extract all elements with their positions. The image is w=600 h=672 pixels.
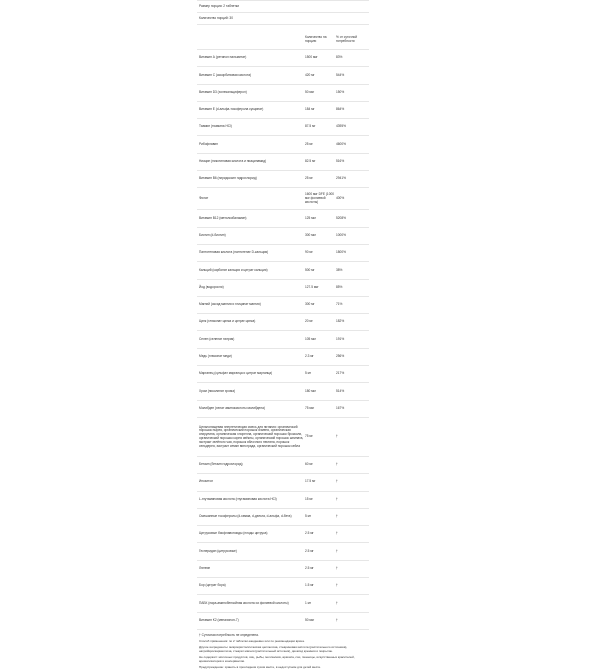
table-row [197,136,369,153]
nutrient-daily-value: 38% [336,267,343,272]
table-row [197,349,369,366]
nutrient-name: Витамин D3 (холекальциферол) [199,89,247,94]
nutrient-daily-value: † [336,434,338,439]
nutrient-amount: 20 мг [305,319,313,324]
table-row [197,119,369,136]
nutrient-amount: 1600 мкг DFE (1000 мкг фолиевой кислоты) [305,192,335,204]
nutrient-amount: 90 мг [305,250,313,255]
footer-paragraph: Предупреждение: хранить в прохладном сухом месте, в недоступном для детей месте. [199,664,322,669]
footer-paragraph: Другие ингредиенты: микрокристаллическая целлюлоза, стеариновая кислота (растительного источника), натрийкроскармеллоза, стеарат магния (растительный источник), диоксид кремния и покрытие. [199,644,348,653]
nutrient-daily-value: 400% [336,195,345,200]
table-row [197,595,369,612]
table-row [197,578,369,595]
nutrient-name: Рибофлавин [199,141,218,146]
nutrient-amount: 87.5 мг [305,124,316,129]
nutrient-amount: 1.5 мг [305,583,314,588]
nutrient-name: Витамин B12 (метилкобаламин) [199,215,247,220]
nutrient-amount: 5 мг [305,514,312,519]
nutrient-amount: 50 мкг [305,89,315,94]
nutrient-name: Магний (оксид магния и глицинат магния) [199,302,261,307]
nutrient-daily-value: 1800% [336,250,346,255]
table-row [197,50,369,67]
nutrient-daily-value: 191% [336,336,345,341]
nutrient-daily-value: † [336,565,338,570]
nutrient-name: Бор (цитрат бора) [199,583,226,588]
nutrient-name: Биотин (d-биотин) [199,232,226,237]
nutrient-amount: 1500 мкг [305,55,318,60]
nutrient-daily-value: 514% [336,388,345,393]
nutrient-name: Хром (пиколинат хрома) [199,388,236,393]
table-row [197,154,369,171]
table-row [197,561,369,578]
nutrient-name: Селен (селенат натрия) [199,336,235,341]
nutrient-daily-value: † [336,479,338,484]
nutrient-name: Йод (водоросли) [199,284,224,289]
nutrient-amount: 2.3 мг [305,354,314,358]
amount-column-header: Количество на порцию [305,35,327,43]
nutrient-daily-value: 150% [336,89,345,94]
table-row [197,67,369,84]
nutrient-name: Фолат [199,195,209,200]
table-row [197,171,369,188]
nutrient-name: Витамин С (аскорбиновая кислота) [199,72,252,77]
nutrient-name: Витамин K2 (менахинон-7) [199,617,239,622]
table-row [197,85,369,102]
nutrient-name: Инозитол [199,479,214,484]
nutrient-amount: 25 мг [305,141,313,146]
table-row [197,245,369,262]
table-row [197,474,369,491]
table-row [197,297,369,314]
nutrient-name: Цельнопищевая энергетическая смесь для питания: органический порошок пырея, органический порошок ячменя, органическая спирулина, органическая хлорелла, органический порошок брокколи, органический порошок корня свёклы, органический порошок шпината, экстракт зелёного чая, порошок яблочного пектина, порошок сельдерея, экстракт семян винограда, органический порошок кейла [199,424,304,448]
nutrient-amount: 17.5 мг [305,479,316,484]
table-row [197,418,369,457]
nutrient-daily-value: 544% [336,72,345,77]
column-headers [197,25,369,50]
nutrient-daily-value: 2941% [336,176,346,181]
nutrient-name: Медь (глюконат меди) [199,354,232,358]
nutrient-daily-value: † [336,583,338,588]
table-row [197,457,369,474]
supplement-facts-panel [197,0,369,672]
nutrient-name: Тиамин (тиамина HCl) [199,124,232,129]
nutrient-daily-value: † [336,548,338,553]
nutrient-daily-value: † [336,617,338,622]
nutrient-amount: 75 мг [305,434,313,439]
table-row [197,492,369,509]
nutrient-daily-value: † [336,531,338,536]
nutrient-name: Кальций (карбонат кальция и цитрат кальция) [199,267,268,272]
nutrient-daily-value: † [336,496,338,501]
nutrient-daily-value: 71% [336,302,343,307]
nutrient-daily-value: 516% [336,159,345,164]
nutrient-daily-value: † [336,462,338,467]
nutrient-amount: 50 мкг [305,617,315,622]
nutrient-amount: 125 мкг [305,215,316,220]
nutrient-amount: 300 мг [305,302,315,307]
table-row [197,188,369,210]
nutrient-amount: 500 мг [305,267,315,272]
table-row [197,509,369,526]
table-row [197,383,369,400]
nutrient-amount: 105 мкг [305,336,316,341]
nutrient-name: L-глутаминовая кислота (глутаминовая кислота HCl) [199,496,277,501]
nutrient-daily-value: 5208% [336,215,346,220]
table-row [197,262,369,279]
nutrient-amount: 82.5 мг [305,159,316,164]
nutrient-amount: 75 мкг [305,405,315,410]
table-row [197,280,369,297]
nutrient-name: Витамин А (ретинол пальмитат) [199,55,247,60]
nutrient-daily-value: † [336,600,338,605]
nutrient-name: Цинк (глюконат цинка и цитрат цинка) [199,319,256,324]
nutrient-name: Марганец (сульфат марганца и цитрат марганца) [199,371,273,376]
nutrient-amount: 300 мкг [305,232,316,237]
nutrient-amount: 2.5 мг [305,548,314,553]
nutrient-daily-value: 85% [336,284,343,289]
nutrient-daily-value: † [336,514,338,519]
nutrient-name: Бетаин (бетаин гидрохлорид) [199,462,243,467]
nutrient-name: Витамин Е (d-альфа-токоферола сукцинат) [199,107,264,112]
nutrient-amount: 180 мкг [305,388,316,393]
nutrient-amount: 5 мг [305,371,312,376]
table-row [197,401,369,418]
nutrient-name: Смешанные токоферолы (d-гамма, d-дельта, d-альфа, d-бета) [199,514,292,519]
nutrient-name: ПАБК (пара-аминобензойная кислота из фолиевой кислоты) [199,600,289,605]
serving-size: Размер порции: 2 таблетки [197,1,369,13]
nutrient-amount: 15 мг [305,496,313,501]
table-row [197,210,369,227]
nutrient-daily-value: 4600% [336,141,346,146]
footer-paragraph: Не содержит: молочных продуктов, яиц, рыбы, моллюсков, арахиса, сои, пшеницы, искусственных красителей, ароматизаторов и консервантов. [199,654,355,663]
nutrient-name: Ниацин (никотиновая кислота и ниацинамид) [199,159,267,164]
nutrient-table [197,50,369,630]
footnote: † Суточная потребность не определена. [199,632,259,637]
nutrient-amount: 60 мг [305,462,313,467]
servings-per-container: Количество порций: 30 [197,13,369,25]
nutrient-daily-value: 4395% [336,124,346,129]
nutrient-daily-value: 256% [336,354,345,358]
nutrient-amount: 127.5 мкг [305,284,319,289]
table-row [197,228,369,245]
nutrient-name: Гесперидин (цитрусовые) [199,548,237,553]
nutrient-amount: 2.5 мг [305,565,314,570]
nutrient-daily-value: 83% [336,55,343,60]
nutrient-daily-value: 864% [336,107,345,112]
daily-value-column-header: % от суточной потребности [336,35,358,43]
nutrient-daily-value: 1000% [336,232,346,237]
table-row [197,102,369,119]
nutrient-amount: 184 мг [305,107,315,112]
nutrient-amount: 1 мг [305,600,312,605]
nutrient-name: Лютеин [199,565,211,570]
table-row [197,331,369,348]
footer-paragraph: Способ применения: по 2 таблетки ежедневно или по рекомендации врача. [199,638,305,643]
nutrient-daily-value: 217% [336,371,345,376]
nutrient-amount: 2.5 мг [305,531,314,536]
nutrient-daily-value: 167% [336,405,345,410]
product-footer [197,640,369,670]
table-row [197,314,369,331]
table-row [197,366,369,383]
nutrient-name: Молибден (хелат аминокислоты молибдена) [199,405,265,410]
nutrient-amount: 420 мг [305,72,315,77]
table-row [197,526,369,543]
nutrient-name: Витамин В6 (пиридоксин гидрохлорид) [199,176,257,181]
table-row [197,613,369,630]
nutrient-daily-value: 182% [336,319,345,324]
nutrient-amount: 25 мг [305,176,313,181]
table-row [197,543,369,560]
nutrient-name: Пантотеновая кислота (пантотенат D-кальция) [199,250,269,255]
nutrient-name: Цитрусовые биофлавоноиды (плоды цитруса) [199,531,268,536]
